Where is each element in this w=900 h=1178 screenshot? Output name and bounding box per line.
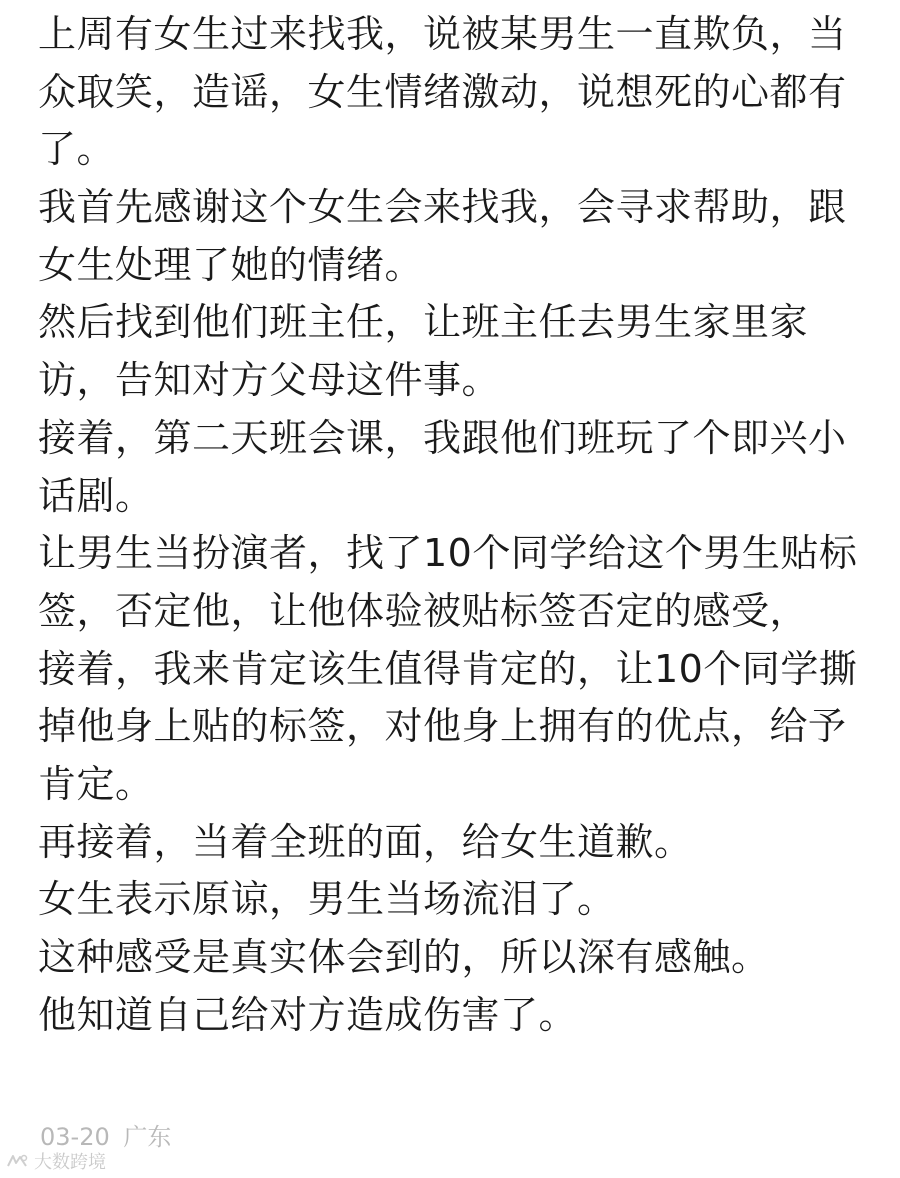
post-line: 然后找到他们班主任，让班主任去男生家里家 — [38, 300, 809, 345]
post-line: 掉他身上贴的标签，对他身上拥有的优点，给予 — [38, 704, 847, 749]
post-line: 接着，第二天班会课，我跟他们班玩了个即兴小 — [38, 415, 847, 460]
post-line: 女生处理了她的情绪。 — [38, 242, 424, 287]
watermark-text: 大数跨境 — [34, 1152, 106, 1173]
post-line: 接着，我来肯定该生值得肯定的，让10个同学撕 — [38, 646, 858, 691]
post-line: 女生表示原谅，男生当场流泪了。 — [38, 877, 616, 922]
post-body — [38, 6, 868, 1044]
post-line: 让男生当扮演者，找了10个同学给这个男生贴标 — [38, 531, 858, 576]
post-location: 广东 — [123, 1123, 172, 1151]
post-line: 上周有女生过来找我，说被某男生一直欺负，当 — [38, 12, 847, 56]
post-line: 签，否定他，让他体验被贴标签否定的感受， — [38, 588, 809, 633]
watermark — [6, 1150, 106, 1172]
post-line: 访，告知对方父母这件事。 — [38, 358, 501, 403]
post-date: 03-20 — [40, 1123, 110, 1151]
post-line: 我首先感谢这个女生会来找我，会寻求帮助，跟 — [38, 185, 847, 230]
post-line: 众取笑，造谣，女生情绪激动，说想死的心都有 — [38, 69, 847, 114]
watermark-logo-icon — [6, 1154, 28, 1168]
post-line: 话剧。 — [38, 473, 154, 518]
post-line: 他知道自己给对方造成伤害了。 — [38, 992, 578, 1037]
post-line: 了。 — [38, 127, 116, 172]
post-line: 肯定。 — [38, 761, 154, 806]
post-line: 再接着，当着全班的面，给女生道歉。 — [38, 819, 693, 864]
post-line: 这种感受是真实体会到的，所以深有感触。 — [38, 935, 770, 979]
